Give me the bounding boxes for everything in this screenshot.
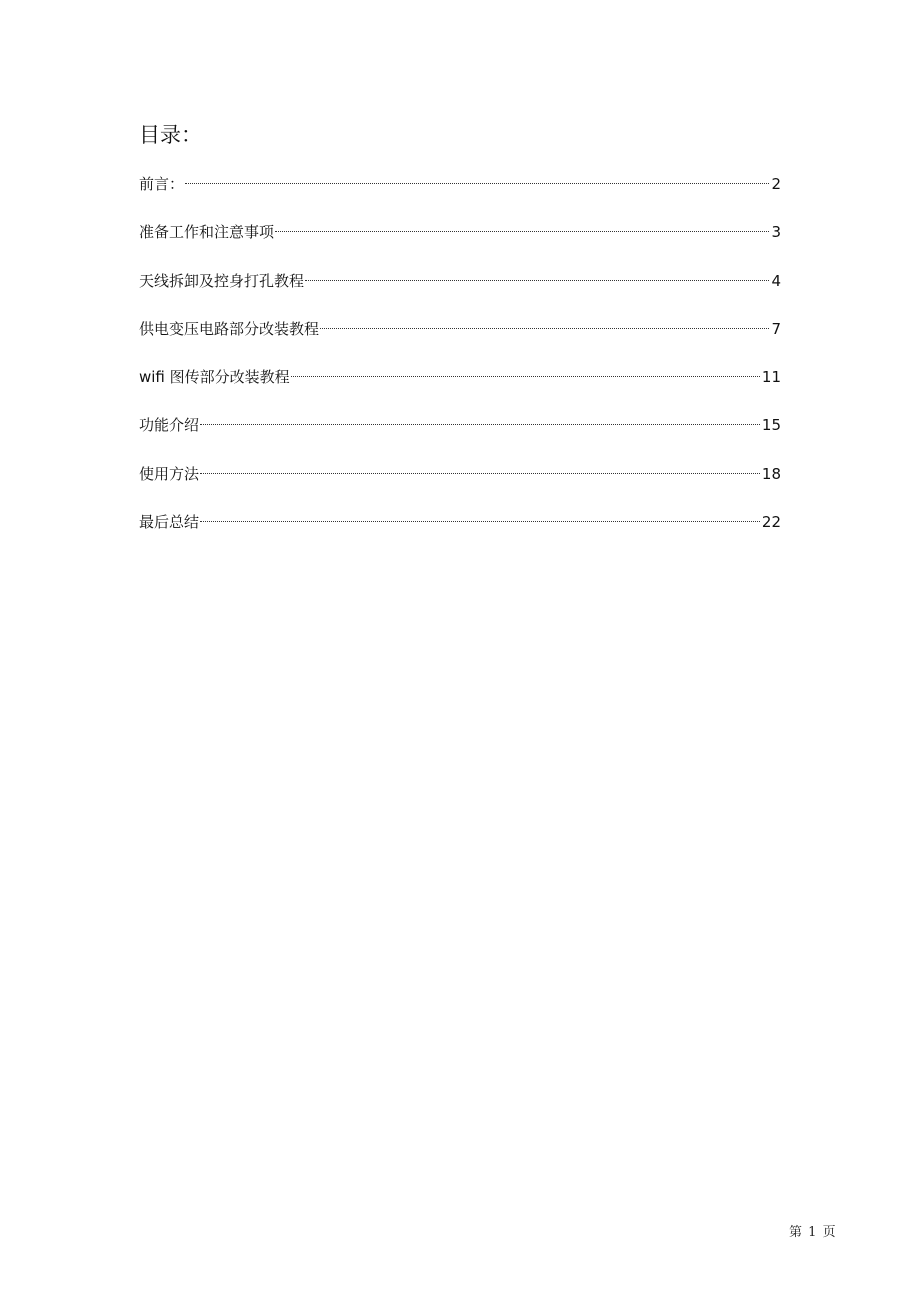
- footer-prefix: 第: [789, 1225, 803, 1240]
- toc-entry-page: 15: [761, 416, 781, 435]
- dot-leader: [291, 376, 760, 377]
- dot-leader: [200, 424, 760, 425]
- dot-leader: [275, 231, 769, 232]
- toc-entry-usage[interactable]: [139, 460, 781, 508]
- toc-entry-preparation[interactable]: [139, 218, 781, 266]
- toc-entry-antenna[interactable]: [139, 267, 781, 315]
- toc-entry-label: 天线拆卸及控身打孔教程: [139, 271, 305, 290]
- toc-entry-label: 最后总结: [139, 513, 200, 532]
- toc-entry-label: 准备工作和注意事项: [139, 223, 275, 242]
- page-footer: [788, 1224, 837, 1242]
- toc-entry-page: 18: [761, 464, 781, 483]
- toc-entry-page: 22: [761, 513, 781, 532]
- dot-leader: [200, 473, 760, 474]
- toc-entry-preface[interactable]: [139, 170, 781, 218]
- toc-entry-page: 3: [771, 223, 781, 242]
- toc-entry-page: 4: [771, 271, 781, 290]
- toc-entry-features[interactable]: [139, 411, 781, 459]
- toc-entry-page: 11: [761, 368, 781, 387]
- toc-entry-label: 前言：: [139, 175, 185, 193]
- footer-suffix: 页: [822, 1225, 836, 1240]
- toc-list: [139, 170, 781, 556]
- dot-leader: [185, 183, 769, 184]
- toc-entry-power-circuit[interactable]: [139, 315, 781, 363]
- toc-entry-label: 使用方法: [139, 464, 200, 483]
- footer-page-number: 1: [808, 1225, 817, 1240]
- toc-title: 目录：: [139, 123, 202, 147]
- toc-entry-page: 7: [771, 319, 781, 338]
- toc-entry-label: wifi 图传部分改装教程: [139, 368, 290, 387]
- toc-entry-wifi[interactable]: [139, 363, 781, 411]
- toc-entry-page: 2: [771, 175, 781, 193]
- toc-entry-label: 功能介绍: [139, 416, 200, 435]
- dot-leader: [305, 280, 769, 281]
- toc-entry-summary[interactable]: [139, 508, 781, 556]
- toc-entry-label: 供电变压电路部分改装教程: [139, 319, 320, 338]
- dot-leader: [320, 328, 769, 329]
- dot-leader: [200, 521, 760, 522]
